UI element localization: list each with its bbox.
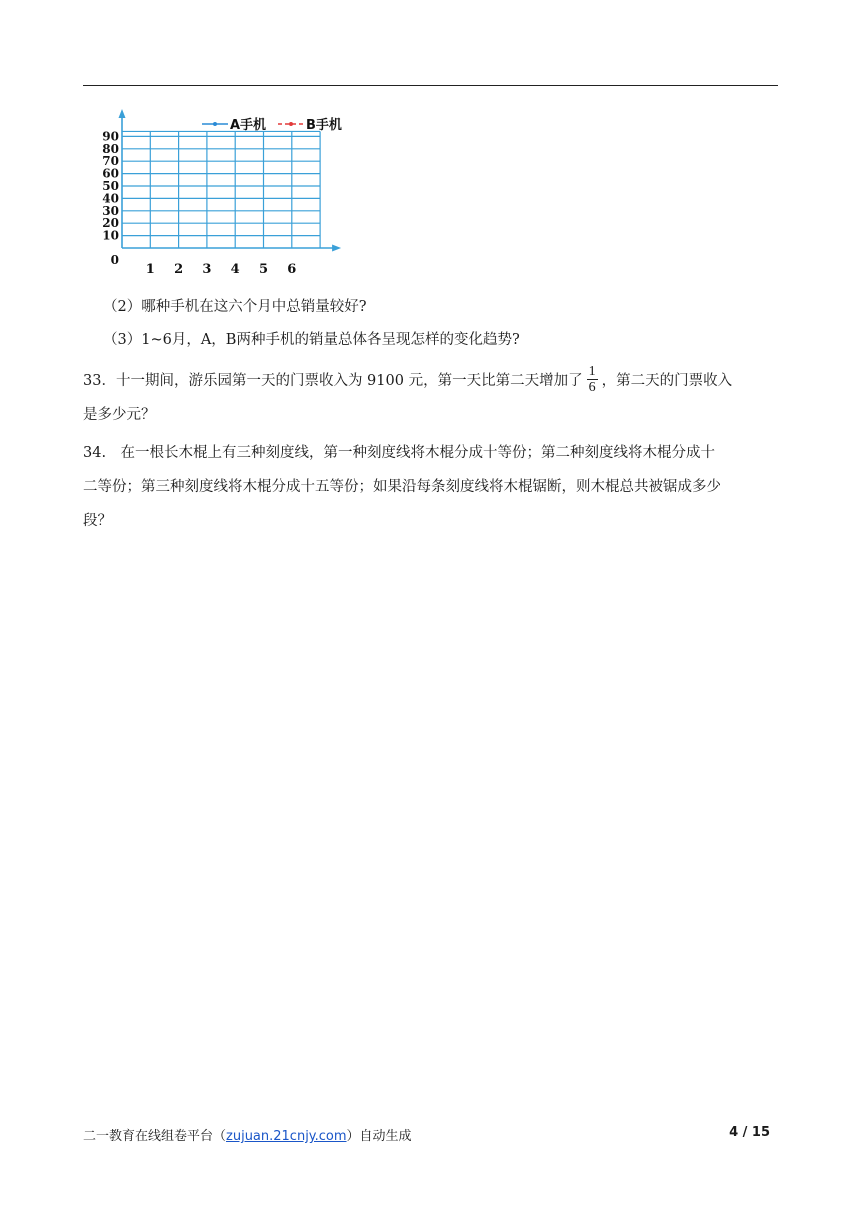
question-33-suffix: ，第二天的门票收入 [601,373,733,389]
chart-legend [202,117,342,133]
fraction-denominator: 6 [588,379,596,395]
question-3: （3）1~6月，A，B两种手机的销量总体各呈现怎样的变化趋势? [103,332,520,348]
x-tick-label: 2 [174,262,184,277]
fraction-numerator: 1 [588,363,596,379]
chart-grid [122,131,320,248]
page-number: 4 / 15 [729,1125,770,1140]
y-tick-label: 10 [102,228,119,243]
y-tick-label: 60 [102,166,119,181]
y-tick-label: 30 [102,203,119,218]
y-tick-label: 20 [102,216,119,231]
footer-prefix: 二一教育在线组卷平台（ [83,1129,227,1144]
question-33-prefix: 33．十一期间，游乐园第一天的门票收入为 9100 元，第一天比第二天增加了 [83,373,583,389]
footer-suffix: ）自动生成 [346,1129,412,1144]
sales-line-chart [100,108,370,283]
legend-label: A手机 [230,118,267,133]
y-axis-arrow [119,109,126,118]
question-34-line1: 34. 在一根长木棍上有三种刻度线，第一种刻度线将木棍分成十等份；第二种刻度线将木棍分成十 [83,445,716,461]
question-34 [83,436,778,538]
header-rule [83,85,778,86]
question-34-line2: 二等份；第三种刻度线将木棍分成十五等份；如果沿每条刻度线将木棍锯断，则木棍总共被锯成多少 [83,479,721,495]
x-tick-label: 5 [258,262,269,277]
y-tick-label: 70 [102,154,119,169]
y-tick-label: 80 [102,141,119,156]
y-tick-label: 50 [102,179,119,193]
legend-marker [213,122,217,126]
y-tick-label: 90 [102,129,119,144]
question-33 [83,364,778,432]
fraction [587,364,598,395]
legend-marker [289,122,293,126]
footer-link[interactable]: zujuan.21cnjy.com [226,1129,347,1144]
question-33-line2: 是多少元？ [83,407,156,423]
question-2: （2）哪种手机在这六个月中总销量较好? [103,299,367,315]
x-tick-label: 4 [230,262,240,277]
x-axis-arrow [332,245,341,252]
y-tick-label: 40 [102,191,119,206]
x-tick-label: 1 [145,262,155,277]
question-34-line3: 段？ [83,513,112,529]
x-tick-label: 3 [202,262,212,277]
footer-source [83,1125,412,1144]
x-tick-label: 6 [287,262,297,277]
y-tick-label: 0 [110,253,119,267]
legend-label: B手机 [306,118,342,133]
